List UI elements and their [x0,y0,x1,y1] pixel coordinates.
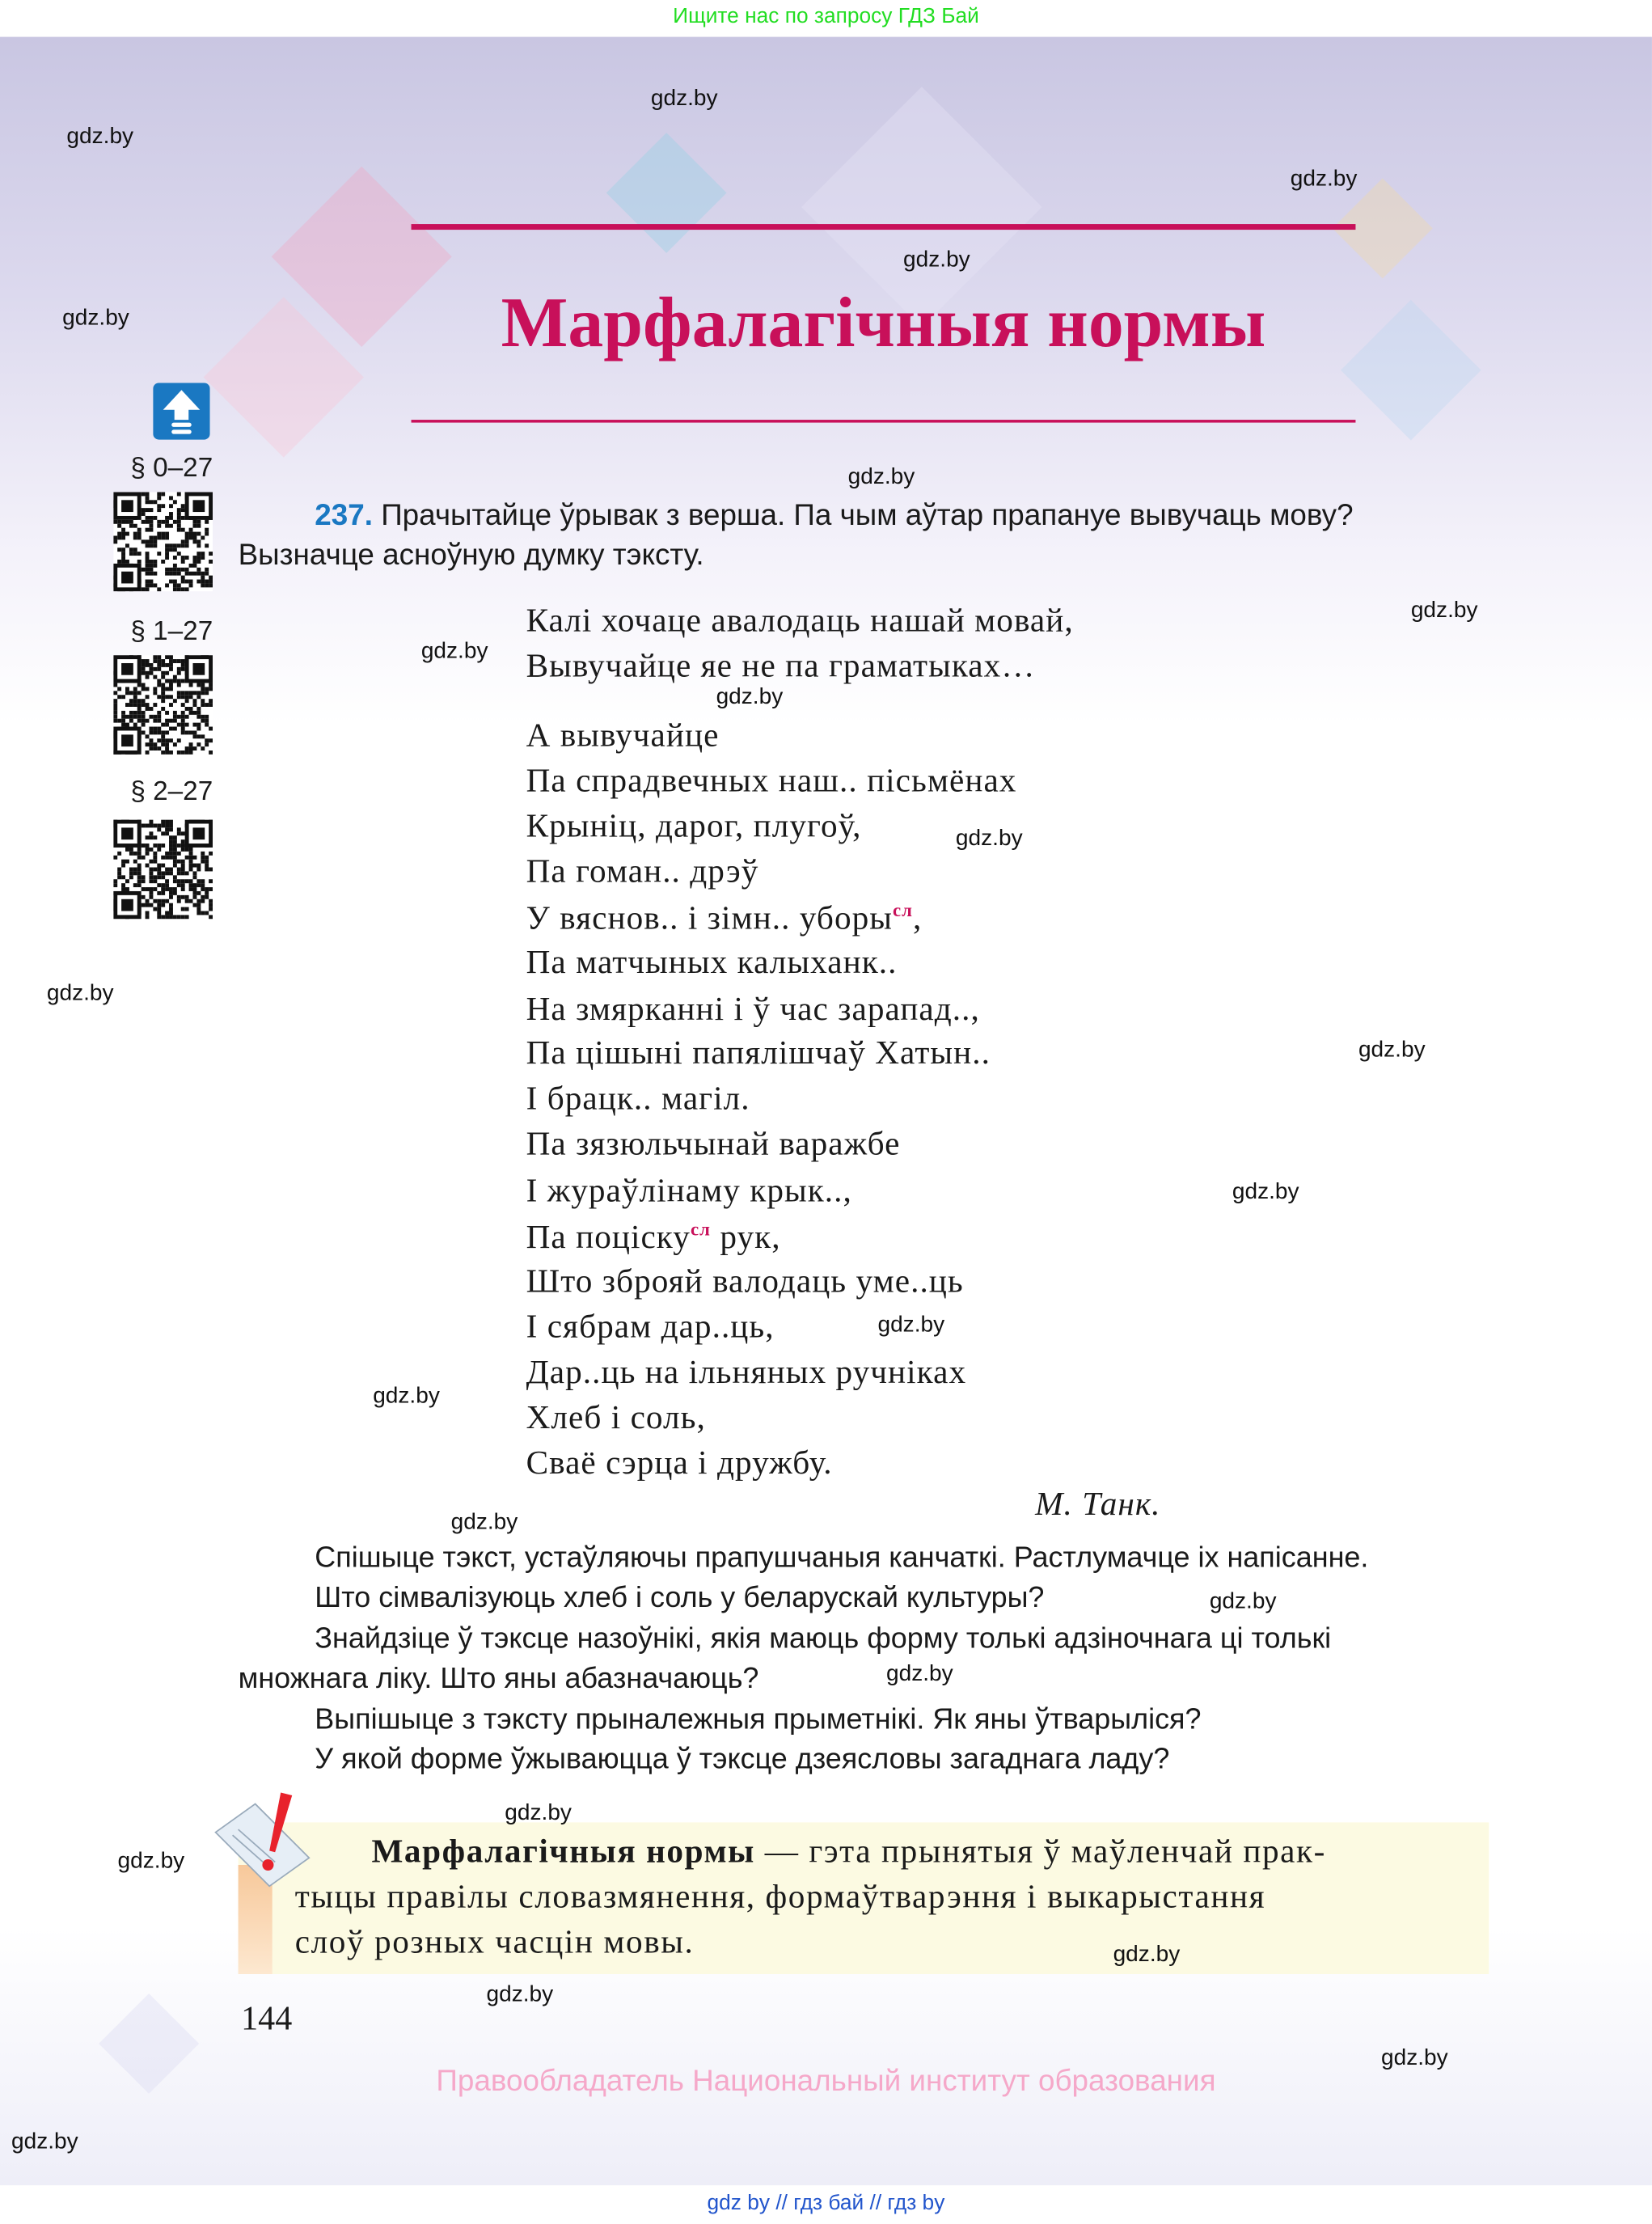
poem-line-text: Што зброяй валодаць уме..ць [526,1263,964,1301]
poem-line-text: І брацк.. магіл. [526,1080,750,1118]
watermark: gdz.by [1290,167,1358,192]
poem-line-text: Па матчыных калыханк.. [526,944,898,982]
poem-line-text: Хлеб і соль, [526,1399,706,1437]
watermark: gdz.by [62,306,129,331]
watermark: gdz.by [955,827,1023,852]
question: множнага ліку. Што яны абазначаюць? [238,1662,759,1695]
watermark: gdz.by [1410,598,1478,623]
watermark: gdz.by [716,684,784,709]
poem-line-end: , [913,900,923,938]
poem-line [526,991,980,1030]
footer-links[interactable]: gdz by // гдз бай // гдз by [707,2191,945,2216]
page-title: Марфалагічныя нормы [501,281,1266,362]
poem-line [526,717,720,755]
watermark: gdz.by [886,1662,953,1687]
search-banner [0,0,1652,37]
poem-line [526,945,898,983]
poem-line-text: Па поціску [526,1220,691,1257]
question: Выпішыце з тэксту прыналежныя прыметнікі. Як яны ўтварыліся? [315,1703,1202,1736]
ornament [606,133,727,253]
poem-line-text: І сябрам дар..ць, [526,1309,775,1347]
watermark: gdz.by [450,1510,518,1535]
poem-line-text: І жураўлінаму крык.., [526,1173,852,1210]
poem-line [526,1126,901,1164]
watermark: gdz.by [505,1801,572,1825]
sidebar-link-1-27[interactable]: § 1–27 [130,616,213,647]
poem-line [526,1035,991,1073]
poem-line [526,1445,833,1483]
poem-author: М. Танк. [1035,1486,1161,1524]
poem-line [526,648,1036,686]
rule-line-3: слоў розных часцін мовы. [294,1924,695,1962]
poem-line-text: Крыніц, дарог, плугоў, [526,808,862,846]
watermark: gdz.by [66,125,134,150]
sidebar-link-2-27[interactable]: § 2–27 [130,776,213,807]
poem-line [526,854,759,892]
page-number: 144 [241,2001,293,2038]
poem-line-text: А вывучайце [526,717,720,755]
task-line-1 [315,499,1353,533]
banner-text: Ищите нас по запросу ГДЗ Бай [673,4,979,29]
watermark: gdz.by [1358,1038,1426,1063]
watermark: gdz.by [1113,1943,1181,1968]
watermark: gdz.by [903,247,970,273]
poem-line-text: Дар..ць на ільняных ручніках [526,1354,967,1392]
poem-line [526,1080,750,1118]
poem-line-text: Па цішыні папялішчаў Хатын.. [526,1035,991,1072]
watermark: gdz.by [650,86,718,111]
poem-line [526,1400,706,1438]
poem-line [526,1355,967,1393]
poem-line [526,1309,775,1347]
watermark: gdz.by [877,1313,945,1338]
poem-line-end: рук, [710,1220,781,1257]
question: У якой форме ўжываюцца ў тэксце дзеясловы загаднага ладу? [315,1743,1170,1776]
glossary-mark: сл [893,898,914,921]
poem-line-text: Вывучайце яе не па граматыках… [526,648,1036,685]
qr-code-icon[interactable] [113,655,213,755]
task-text: Прачытайце ўрывак з верша. Па чым аўтар прапануе вывучаць мову? [372,499,1354,532]
watermark: gdz.by [373,1384,440,1409]
poem-line-text: Па зязюльчынай варажбе [526,1126,901,1163]
watermark: gdz.by [11,2129,78,2154]
rule-line-1 [371,1833,1326,1871]
question: Што сімвалізуюць хлеб і соль у беларускай культуры? [315,1581,1045,1614]
watermark: gdz.by [117,1849,185,1874]
poem-line [526,1263,964,1301]
question: Спішыце тэкст, устаўляючы прапушчаныя канчаткі. Растлумачце іх напісанне. [315,1541,1369,1575]
sidebar-link-0-27[interactable]: § 0–27 [130,454,213,484]
watermark: gdz.by [1232,1179,1299,1204]
poem-line-text: На змярканні і ў час зарапад.., [526,991,980,1029]
rule-line-2: тыцы правілы словазмянення, формаўтварэння і выкарыстання [294,1879,1266,1917]
qr-code-icon[interactable] [113,820,213,920]
poem-line-text: Па гоман.. дрэў [526,853,759,891]
arrow-up-icon[interactable] [153,383,209,439]
poem-line [526,809,862,847]
watermark: gdz.by [1209,1589,1277,1614]
task-line-2: Вызначце асноўную думку тэксту. [238,539,704,572]
qr-code-icon[interactable] [113,492,213,591]
glossary-mark: сл [690,1218,711,1240]
title-rule-top [412,224,1356,230]
poem-line-text: Калі хочаце авалодаць нашай мовай, [526,603,1074,640]
poem-line-text: Сваё сэрца і дружбу. [526,1444,833,1482]
poem-line-text: У вяснов.. і зімн.. уборы [526,900,894,938]
copyright-notice: Правообладатель Национальный институт образования [436,2065,1216,2098]
watermark: gdz.by [486,1982,554,2007]
poem-line-text: Па спрадвечных наш.. пісьмёнах [526,763,1017,801]
poem-line [526,1218,781,1258]
poem-line [526,1173,852,1211]
poem-line [526,899,923,939]
watermark: gdz.by [46,981,114,1006]
ornament [1341,300,1481,441]
poem-line [526,763,1017,801]
rule-term: Марфалагічныя нормы [371,1833,755,1871]
task-number: 237. [315,499,373,532]
watermark: gdz.by [420,639,488,664]
watermark: gdz.by [1381,2046,1448,2071]
poem-line [526,603,1074,641]
title-rule-bottom [412,420,1356,423]
question: Знайдзіце ў тэксце назоўнікі, якія маюць форму толькі адзіночнага ці толькі [315,1622,1332,1655]
watermark: gdz.by [847,465,915,489]
rule-text: — гэта прынятыя ў маўленчай прак- [754,1833,1326,1871]
